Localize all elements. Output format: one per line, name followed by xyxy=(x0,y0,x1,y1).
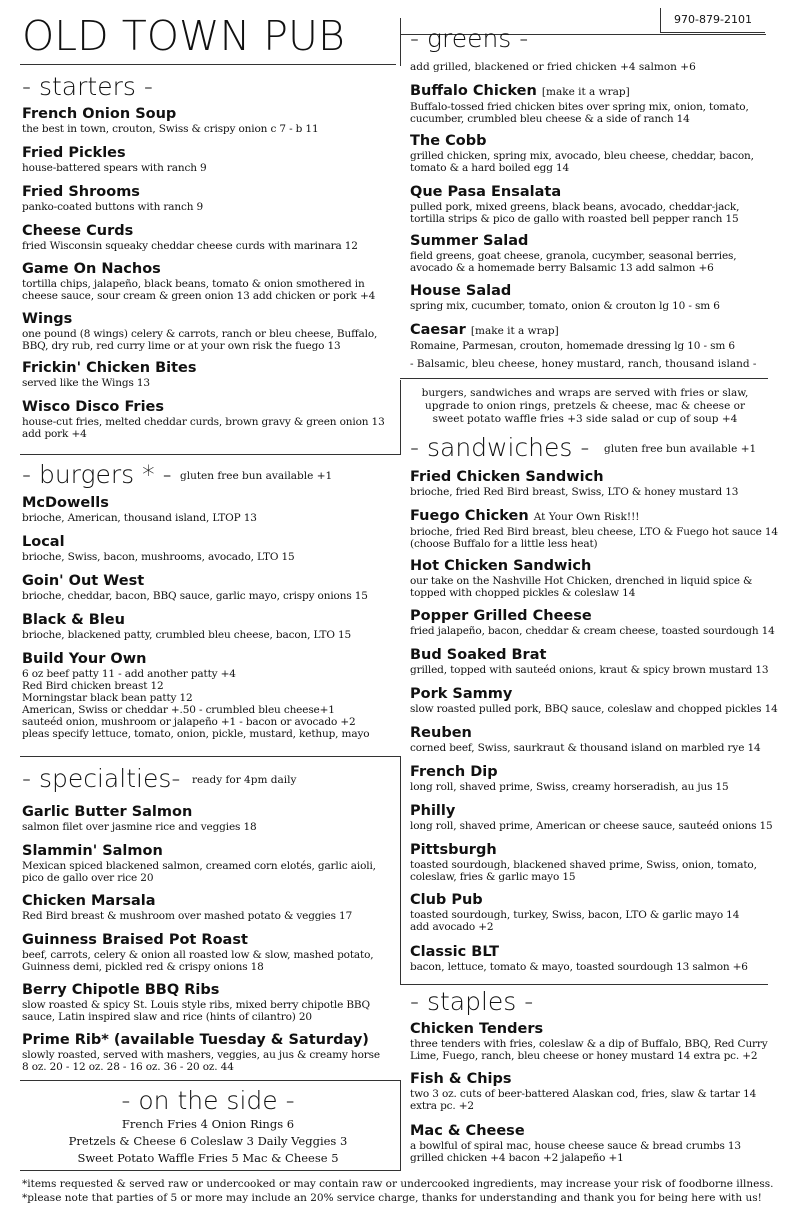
staple-item xyxy=(410,1020,782,1062)
specialties-heading: - specialties- xyxy=(22,764,181,793)
item-desc: one pound (8 wings) celery & carrots, ranch or bleu cheese, Buffalo, BBQ, dry rub, red curry lime or at your own risk the fuego 13 xyxy=(22,328,378,352)
item-name: Pork Sammy xyxy=(410,686,513,702)
item-name: Fish & Chips xyxy=(410,1071,512,1087)
starter-item xyxy=(22,398,394,440)
item-desc: long roll, shaved prime, American or cheese sauce, sauteéd onions 15 xyxy=(410,820,773,832)
greens-item xyxy=(410,282,782,312)
item-name: Chicken Tenders xyxy=(410,1021,544,1037)
item-tag: [make it a wrap] xyxy=(541,86,630,98)
item-name: Cheese Curds xyxy=(22,223,134,239)
item-name: The Cobb xyxy=(410,133,487,149)
sandwich-item xyxy=(410,841,782,883)
greens-item xyxy=(410,82,782,125)
item-name: Summer Salad xyxy=(410,233,529,249)
burger-item xyxy=(22,494,394,524)
specialty-item xyxy=(22,1031,394,1073)
burger-item xyxy=(22,572,394,602)
sides-heading: - on the side - xyxy=(121,1086,295,1115)
starter-item xyxy=(22,222,394,252)
greens-item xyxy=(410,183,782,225)
item-name: Garlic Butter Salmon xyxy=(22,804,193,820)
intro-line: upgrade to onion rings, pretzels & cheese, mac & cheese or xyxy=(425,400,745,412)
sandwich-item xyxy=(410,685,782,715)
intro-line: sweet potato waffle fries +3 side salad or cup of soup +4 xyxy=(432,413,738,425)
item-name: Club Pub xyxy=(410,892,483,908)
item-desc: brioche, American, thousand island, LTOP 13 xyxy=(22,512,257,524)
item-name: Que Pasa Ensalata xyxy=(410,184,562,200)
item-tag: [make it a wrap] xyxy=(470,325,559,337)
item-desc: panko-coated buttons with ranch 9 xyxy=(22,201,204,213)
item-desc: our take on the Nashville Hot Chicken, drenched in liquid spice & topped with chopped pickles & coleslaw 14 xyxy=(410,575,753,599)
item-desc: brioche, fried Red Bird breast, bleu cheese, LTO & Fuego hot sauce 14 (choose Buffalo for a little less heat) xyxy=(410,526,778,550)
sandwich-item xyxy=(410,507,782,550)
item-desc: spring mix, cucumber, tomato, onion & crouton lg 10 - sm 6 xyxy=(410,300,720,312)
item-desc: 6 oz beef patty 11 - add another patty +4 Red Bird chicken breast 12 Morningstar black bean patty 12 American, Swiss or cheddar +.50 - crumbled bleu cheese+1 sauteéd onion, mushroom or jalapeño +1 - bacon or avocado +2 pleas specify lettuce, tomato, onion, pickle, mustard, kethup, mayo xyxy=(22,668,370,740)
item-name: Buffalo Chicken xyxy=(410,83,537,99)
item-desc: a bowlful of spiral mac, house cheese sauce & bread crumbs 13 grilled chicken +4 bacon +2 jalapeño +1 xyxy=(410,1140,741,1164)
item-name: Fried Chicken Sandwich xyxy=(410,469,604,485)
item-desc: three tenders with fries, coleslaw & a dip of Buffalo, BBQ, Red Curry Lime, Fuego, ranch, bleu cheese or honey mustard 14 extra pc. +2 xyxy=(410,1038,768,1062)
item-name: Philly xyxy=(410,803,456,819)
item-desc: tortilla chips, jalapeño, black beans, tomato & onion smothered in cheese sauce, sour cream & green onion 13 add chicken or pork +4 xyxy=(22,278,376,302)
item-desc: grilled, topped with sauteéd onions, kraut & spicy brown mustard 13 xyxy=(410,664,769,676)
greens-heading: - greens - xyxy=(410,24,529,53)
sandwich-item xyxy=(410,607,782,637)
item-name: Reuben xyxy=(410,725,472,741)
sandwich-item xyxy=(410,724,782,754)
item-name: Mac & Cheese xyxy=(410,1123,525,1139)
greens-item xyxy=(410,132,782,174)
specialties-note: ready for 4pm daily xyxy=(192,774,297,786)
burgers-divider xyxy=(20,756,401,757)
item-name: Berry Chipotle BBQ Ribs xyxy=(22,982,220,998)
item-desc: house-battered spears with ranch 9 xyxy=(22,162,207,174)
item-name: Frickin' Chicken Bites xyxy=(22,360,197,376)
item-name: Bud Soaked Brat xyxy=(410,647,547,663)
staple-item xyxy=(410,1122,782,1164)
starter-item xyxy=(22,310,394,352)
specialty-item xyxy=(22,842,394,884)
sandwiches-divider xyxy=(400,984,768,985)
sides-box xyxy=(20,1086,396,1167)
specialty-item xyxy=(22,981,394,1023)
item-desc: long roll, shaved prime, Swiss, creamy horseradish, au jus 15 xyxy=(410,781,729,793)
item-name: Wisco Disco Fries xyxy=(22,399,165,415)
item-name: Goin' Out West xyxy=(22,573,145,589)
item-name: Local xyxy=(22,534,65,550)
item-desc: Buffalo-tossed fried chicken bites over spring mix, onion, tomato, cucumber, crumbled bleu cheese & a side of ranch 14 xyxy=(410,101,749,125)
burger-item xyxy=(22,650,394,740)
item-desc: served like the Wings 13 xyxy=(22,377,150,389)
item-desc: Red Bird breast & mushroom over mashed potato & veggies 17 xyxy=(22,910,353,922)
greens-item xyxy=(410,321,782,352)
restaurant-title: OLD TOWN PUB xyxy=(22,12,345,60)
item-desc: slow roasted & spicy St. Louis style ribs, mixed berry chipotle BBQ sauce, Latin inspired slaw and rice (hints of cilantro) 20 xyxy=(22,999,370,1023)
sandwich-item xyxy=(410,468,782,498)
sides-line: Pretzels & Cheese 6 Coleslaw 3 Daily Veggies 3 xyxy=(68,1134,348,1148)
item-desc: the best in town, crouton, Swiss & crispy onion c 7 - b 11 xyxy=(22,123,319,135)
item-desc: house-cut fries, melted cheddar curds, brown gravy & green onion 13 add pork +4 xyxy=(22,416,385,440)
item-name: Black & Bleu xyxy=(22,612,125,628)
item-name: Game On Nachos xyxy=(22,261,161,277)
item-desc: bacon, lettuce, tomato & mayo, toasted sourdough 13 salmon +6 xyxy=(410,961,748,973)
item-desc: toasted sourdough, turkey, Swiss, bacon, LTO & garlic mayo 14 add avocado +2 xyxy=(410,909,740,933)
item-name: Hot Chicken Sandwich xyxy=(410,558,592,574)
greens-item xyxy=(410,232,782,274)
item-desc: two 3 oz. cuts of beer-battered Alaskan cod, fries, slaw & tartar 14 extra pc. +2 xyxy=(410,1088,757,1112)
burger-item xyxy=(22,533,394,563)
starter-item xyxy=(22,183,394,213)
header-underline xyxy=(20,64,396,65)
greens-note: add grilled, blackened or fried chicken +4 salmon +6 xyxy=(410,61,696,73)
sandwich-item xyxy=(410,943,782,973)
starter-item xyxy=(22,144,394,174)
item-desc: fried Wisconsin squeaky cheddar cheese curds with marinara 12 xyxy=(22,240,358,252)
burgers-heading: - burgers * - xyxy=(22,460,172,489)
item-name: Slammin' Salmon xyxy=(22,843,163,859)
greens-divider xyxy=(400,378,768,379)
staple-item xyxy=(410,1070,782,1112)
phone-number: 970-879-2101 xyxy=(660,8,765,33)
starter-item xyxy=(22,260,394,302)
starters-vert xyxy=(400,380,401,455)
item-name: Build Your Own xyxy=(22,651,147,667)
starters-heading: - starters - xyxy=(22,72,153,101)
specialty-item xyxy=(22,931,394,973)
item-name: Classic BLT xyxy=(410,944,500,960)
footer-divider xyxy=(20,1170,401,1171)
sandwich-item xyxy=(410,891,782,933)
item-desc: brioche, blackened patty, crumbled bleu cheese, bacon, LTO 15 xyxy=(22,629,352,641)
sandwiches-heading: - sandwiches - xyxy=(410,433,590,462)
starter-item xyxy=(22,359,394,389)
item-name: Prime Rib* (available Tuesday & Saturday) xyxy=(22,1032,369,1048)
item-desc: slowly roasted, served with mashers, veggies, au jus & creamy horse 8 oz. 20 - 12 oz. 28 - 16 oz. 36 - 20 oz. 44 xyxy=(22,1049,380,1073)
sandwich-item xyxy=(410,802,782,832)
item-desc: corned beef, Swiss, saurkraut & thousand island on marbled rye 14 xyxy=(410,742,761,754)
item-desc: field greens, goat cheese, granola, cucymber, seasonal berries, avocado & a homemade berry Balsamic 13 add salmon +6 xyxy=(410,250,737,274)
item-name: McDowells xyxy=(22,495,109,511)
burgers-note: gluten free bun available +1 xyxy=(180,470,333,482)
starter-item xyxy=(22,105,394,135)
item-tag: At Your Own Risk!!! xyxy=(533,511,640,523)
sides-line: French Fries 4 Onion Rings 6 xyxy=(121,1117,295,1131)
sandwich-item xyxy=(410,646,782,676)
item-desc: fried jalapeño, bacon, cheddar & cream cheese, toasted sourdough 14 xyxy=(410,625,775,637)
specialty-item xyxy=(22,892,394,922)
item-name: Caesar xyxy=(410,322,466,338)
item-name: Wings xyxy=(22,311,73,327)
item-desc: salmon filet over jasmine rice and veggies 18 xyxy=(22,821,257,833)
item-name: Pittsburgh xyxy=(410,842,497,858)
item-name: French Onion Soup xyxy=(22,106,177,122)
starters-divider xyxy=(20,454,401,455)
item-name: Fried Pickles xyxy=(22,145,126,161)
item-desc: beef, carrots, celery & onion all roasted low & slow, mashed potato, Guinness demi, pickled red & crispy onions 18 xyxy=(22,949,374,973)
footer-service-charge: *please note that parties of 5 or more may include an 20% service charge, thanks for understanding and thank you for being here with us! xyxy=(22,1192,762,1204)
item-desc: Romaine, Parmesan, crouton, homemade dressing lg 10 - sm 6 xyxy=(410,340,735,352)
item-name: Fuego Chicken xyxy=(410,508,529,524)
item-name: Chicken Marsala xyxy=(22,893,156,909)
item-name: House Salad xyxy=(410,283,512,299)
item-name: Guinness Braised Pot Roast xyxy=(22,932,248,948)
staples-heading: - staples - xyxy=(410,987,534,1016)
sandwich-item xyxy=(410,763,782,793)
item-desc: brioche, cheddar, bacon, BBQ sauce, garlic mayo, crispy onions 15 xyxy=(22,590,368,602)
sides-line: Sweet Potato Waffle Fries 5 Mac & Cheese 5 xyxy=(77,1151,339,1165)
item-desc: grilled chicken, spring mix, avocado, bleu cheese, cheddar, bacon, tomato & a hard boiled egg 14 xyxy=(410,150,754,174)
sandwiches-note: gluten free bun available +1 xyxy=(604,443,757,455)
specialties-divider xyxy=(20,1080,401,1081)
item-desc: brioche, Swiss, bacon, mushrooms, avocado, LTO 15 xyxy=(22,551,295,563)
footer-disclaimer: *items requested & served raw or undercooked or may contain raw or undercooked ingredients, may increase your risk of foodborne illness. xyxy=(22,1178,774,1190)
item-desc: toasted sourdough, blackened shaved prime, Swiss, onion, tomato, coleslaw, fries & garlic mayo 15 xyxy=(410,859,757,883)
item-name: French Dip xyxy=(410,764,498,780)
sandwiches-intro xyxy=(402,387,768,426)
intro-line: burgers, sandwiches and wraps are served with fries or slaw, xyxy=(421,387,749,399)
dressings-list: - Balsamic, bleu cheese, honey mustard, ranch, thousand island - xyxy=(410,358,757,370)
column-divider-top xyxy=(400,18,401,66)
item-desc: pulled pork, mixed greens, black beans, avocado, cheddar-jack, tortilla strips & pico de gallo with roasted bell pepper ranch 15 xyxy=(410,201,740,225)
sandwich-item xyxy=(410,557,782,599)
specialty-item xyxy=(22,803,394,833)
sides-vert xyxy=(400,1080,401,1170)
item-desc: slow roasted pulled pork, BBQ sauce, coleslaw and chopped pickles 14 xyxy=(410,703,778,715)
item-name: Fried Shrooms xyxy=(22,184,140,200)
item-name: Popper Grilled Cheese xyxy=(410,608,592,624)
item-desc: brioche, fried Red Bird breast, Swiss, LTO & honey mustard 13 xyxy=(410,486,739,498)
item-desc: Mexican spiced blackened salmon, creamed corn elotés, garlic aioli, pico de gallo over rice 20 xyxy=(22,860,376,884)
specialties-vert xyxy=(400,756,401,984)
burger-item xyxy=(22,611,394,641)
